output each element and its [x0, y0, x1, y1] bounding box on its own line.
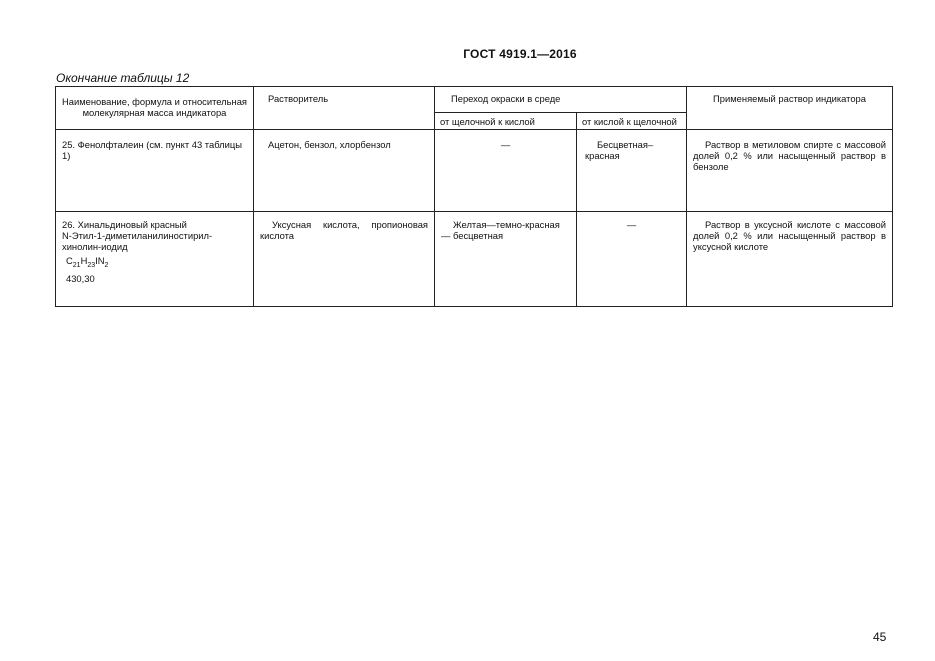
- header-solvent: Растворитель: [254, 87, 435, 130]
- cell-solvent: Ацетон, бензол, хлорбензол: [254, 130, 435, 212]
- table-continuation-caption: Окончание таблицы 12: [56, 71, 190, 85]
- table-row: [56, 212, 893, 307]
- table-header-row: [56, 87, 893, 113]
- header-alkaline-to-acid: от щелочной к кислой: [435, 113, 577, 130]
- header-acid-to-alkaline: от кислой к щелочной: [577, 113, 687, 130]
- cell-acid-to-alkaline: —: [577, 212, 687, 307]
- header-color-transition: Переход окраски в среде: [435, 87, 687, 113]
- document-header: ГОСТ 4919.1—2016: [463, 47, 577, 61]
- page-number: 45: [873, 630, 887, 644]
- cell-indicator-solution: Раствор в уксусной кислоте с массовой долей 0,2 % или насыщенный раствор в уксусной кислоте: [687, 212, 893, 307]
- table-row: [56, 130, 893, 212]
- indicator-title: 26. Хинальдиновый красный: [62, 219, 187, 230]
- cell-alkaline-to-acid: —: [435, 130, 577, 212]
- indicator-chemical-name: N-Этил-1-диметиланилиностирил-хинолин-иодид: [62, 230, 213, 252]
- cell-indicator-name: 25. Фенолфталеин (см. пункт 43 таблицы 1): [56, 130, 254, 212]
- indicator-molecular-mass: 430,30: [66, 272, 95, 284]
- cell-solvent: Уксусная кислота, пропионовая кислота: [254, 212, 435, 307]
- cell-indicator-solution: Раствор в метиловом спирте с массовой долей 0,2 % или насыщенный раствор в бензоле: [687, 130, 893, 212]
- cell-alkaline-to-acid: Желтая—темно-красная — бесцветная: [435, 212, 577, 307]
- header-indicator-solution: Применяемый раствор индикатора: [687, 87, 893, 130]
- cell-acid-to-alkaline: Бесцветная–красная: [577, 130, 687, 212]
- cell-indicator-name: [56, 212, 254, 307]
- header-name-formula: Наименование, формула и относительная молекулярная масса индикатора: [56, 87, 254, 130]
- indicator-formula: $C_{21}H_{23}IN_2$: [66, 255, 109, 269]
- indicator-table: [55, 86, 893, 307]
